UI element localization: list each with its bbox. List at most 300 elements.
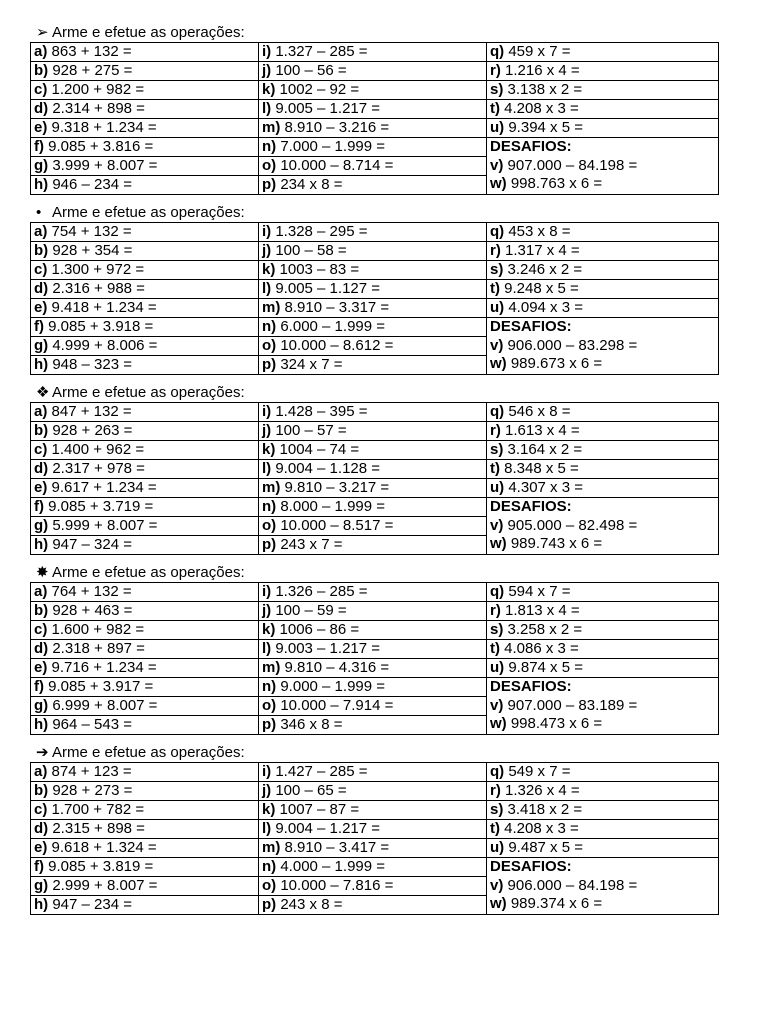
- desafios-title: DESAFIOS:: [490, 318, 572, 335]
- operation-expression: 3.138 x 2 =: [507, 81, 583, 98]
- item-letter: r): [490, 602, 501, 619]
- operation-cell: [31, 498, 259, 517]
- operation-cell: [259, 820, 487, 839]
- desafio-item: [490, 175, 718, 194]
- operation-expression: 1006 – 86 =: [279, 621, 360, 638]
- operation-expression: 4.307 x 3 =: [508, 479, 583, 496]
- operation-expression: 928 + 273 =: [52, 782, 133, 799]
- item-letter: i): [262, 403, 272, 420]
- desafios-title: DESAFIOS:: [490, 858, 572, 875]
- operation-cell: [31, 659, 259, 678]
- operation-expression: 594 x 7 =: [508, 583, 571, 600]
- bullet-icon: ➢: [36, 24, 49, 41]
- operation-cell: [259, 839, 487, 858]
- desafio-item: [490, 337, 718, 356]
- table-row: [31, 583, 719, 602]
- operations-table: [30, 42, 719, 195]
- operation-expression: 1003 – 83 =: [279, 261, 360, 278]
- desafios-cell: [487, 678, 719, 735]
- operation-cell: [487, 460, 719, 479]
- table-row: [31, 299, 719, 318]
- item-letter: m): [262, 119, 281, 136]
- item-letter: u): [490, 479, 505, 496]
- item-letter: k): [262, 801, 276, 818]
- operations-table: [30, 222, 719, 375]
- item-letter: g): [34, 337, 49, 354]
- operation-expression: 324 x 7 =: [280, 356, 343, 373]
- item-letter: q): [490, 763, 505, 780]
- operation-cell: [31, 43, 259, 62]
- item-letter: t): [490, 460, 500, 477]
- operation-cell: [487, 782, 719, 801]
- operation-cell: [31, 621, 259, 640]
- operation-cell: [259, 62, 487, 81]
- operation-expression: 1.400 + 962 =: [51, 441, 145, 458]
- operation-expression: 928 + 275 =: [52, 62, 133, 79]
- operation-expression: 5.999 + 8.007 =: [52, 517, 158, 534]
- operation-expression: 9.003 – 1.217 =: [275, 640, 381, 657]
- item-letter: g): [34, 697, 49, 714]
- operation-expression: 6.000 – 1.999 =: [280, 318, 386, 335]
- operation-cell: [259, 280, 487, 299]
- operation-expression: 2.314 + 898 =: [52, 100, 145, 117]
- operation-expression: 863 + 132 =: [51, 43, 132, 60]
- operation-cell: [259, 583, 487, 602]
- operation-cell: [31, 261, 259, 280]
- operation-cell: [259, 318, 487, 337]
- item-letter: c): [34, 621, 48, 638]
- operation-expression: 1.200 + 982 =: [51, 81, 145, 98]
- item-letter: e): [34, 479, 48, 496]
- operation-expression: 10.000 – 7.816 =: [280, 877, 394, 894]
- operation-cell: [31, 403, 259, 422]
- operation-expression: 1.326 – 285 =: [275, 583, 368, 600]
- operation-expression: 1.613 x 4 =: [505, 422, 580, 439]
- table-row: [31, 138, 719, 157]
- item-letter: k): [262, 261, 276, 278]
- operation-expression: 9.085 + 3.918 =: [48, 318, 154, 335]
- table-row: [31, 801, 719, 820]
- operation-expression: 8.910 – 3.317 =: [284, 299, 390, 316]
- operation-cell: [259, 441, 487, 460]
- operation-expression: 1.813 x 4 =: [505, 602, 580, 619]
- operation-cell: [487, 801, 719, 820]
- item-letter: i): [262, 223, 272, 240]
- item-letter: d): [34, 280, 49, 297]
- operation-cell: [259, 801, 487, 820]
- operation-expression: 8.000 – 1.999 =: [280, 498, 386, 515]
- operation-expression: 9.005 – 1.127 =: [275, 280, 381, 297]
- item-letter: b): [34, 62, 49, 79]
- item-letter: a): [34, 223, 48, 240]
- table-row: [31, 460, 719, 479]
- item-letter: j): [262, 602, 272, 619]
- item-letter: f): [34, 858, 44, 875]
- operation-expression: 928 + 263 =: [52, 422, 133, 439]
- item-letter: o): [262, 337, 277, 354]
- operation-expression: 998.473 x 6 =: [510, 715, 603, 732]
- item-letter: w): [490, 175, 507, 192]
- item-letter: q): [490, 403, 505, 420]
- item-letter: s): [490, 441, 504, 458]
- item-letter: b): [34, 422, 49, 439]
- operation-cell: [259, 100, 487, 119]
- operation-expression: 874 + 123 =: [51, 763, 132, 780]
- section-heading-text: Arme e efetue as operações:: [52, 204, 245, 221]
- item-letter: t): [490, 820, 500, 837]
- table-row: [31, 422, 719, 441]
- operation-cell: [31, 583, 259, 602]
- item-letter: t): [490, 640, 500, 657]
- operation-cell: [487, 280, 719, 299]
- operation-expression: 998.763 x 6 =: [510, 175, 603, 192]
- table-row: [31, 242, 719, 261]
- operation-expression: 453 x 8 =: [508, 223, 571, 240]
- operation-expression: 946 – 234 =: [52, 176, 133, 193]
- operation-cell: [259, 138, 487, 157]
- item-letter: v): [490, 336, 504, 354]
- item-letter: q): [490, 583, 505, 600]
- operation-cell: [259, 81, 487, 100]
- item-letter: j): [262, 242, 272, 259]
- table-row: [31, 858, 719, 877]
- operation-expression: 546 x 8 =: [508, 403, 571, 420]
- desafio-item: [490, 895, 718, 914]
- item-letter: a): [34, 403, 48, 420]
- operation-cell: [487, 820, 719, 839]
- item-letter: v): [490, 876, 504, 894]
- operation-expression: 4.000 – 1.999 =: [280, 858, 386, 875]
- operation-expression: 9.618 + 1.324 =: [51, 839, 157, 856]
- operations-table: [30, 582, 719, 735]
- exercise-section: [30, 204, 718, 375]
- operation-cell: [259, 536, 487, 555]
- item-letter: v): [490, 516, 504, 534]
- operation-expression: 989.673 x 6 =: [510, 355, 603, 372]
- operation-cell: [31, 536, 259, 555]
- desafios-cell: [487, 858, 719, 915]
- desafio-item: [490, 697, 718, 716]
- operation-expression: 1.428 – 395 =: [275, 403, 368, 420]
- table-row: [31, 43, 719, 62]
- item-letter: e): [34, 119, 48, 136]
- item-letter: l): [262, 100, 272, 117]
- table-row: [31, 640, 719, 659]
- item-letter: b): [34, 782, 49, 799]
- operation-expression: 9.248 x 5 =: [504, 280, 579, 297]
- item-letter: e): [34, 299, 48, 316]
- operation-cell: [31, 176, 259, 195]
- operation-cell: [487, 261, 719, 280]
- operation-expression: 907.000 – 84.198 =: [507, 156, 638, 174]
- operation-cell: [259, 261, 487, 280]
- item-letter: k): [262, 441, 276, 458]
- table-row: [31, 403, 719, 422]
- operation-cell: [31, 356, 259, 375]
- item-letter: s): [490, 81, 504, 98]
- operation-cell: [259, 176, 487, 195]
- operation-cell: [259, 858, 487, 877]
- item-letter: f): [34, 678, 44, 695]
- operation-expression: 2.317 + 978 =: [52, 460, 145, 477]
- operation-cell: [31, 479, 259, 498]
- operation-expression: 243 x 7 =: [280, 536, 343, 553]
- desafio-item: [490, 355, 718, 374]
- item-letter: u): [490, 839, 505, 856]
- operation-cell: [31, 763, 259, 782]
- item-letter: w): [490, 355, 507, 372]
- operation-expression: 243 x 8 =: [280, 896, 343, 913]
- operation-cell: [487, 621, 719, 640]
- operation-expression: 3.418 x 2 =: [507, 801, 583, 818]
- item-letter: q): [490, 223, 505, 240]
- item-letter: s): [490, 801, 504, 818]
- desafios-cell: [487, 138, 719, 195]
- table-row: [31, 318, 719, 337]
- operation-cell: [31, 716, 259, 735]
- operation-cell: [259, 242, 487, 261]
- operation-cell: [487, 100, 719, 119]
- section-heading: [30, 384, 718, 402]
- operation-cell: [31, 119, 259, 138]
- operation-expression: 907.000 – 83.189 =: [507, 696, 638, 714]
- operation-expression: 9.487 x 5 =: [508, 839, 583, 856]
- item-letter: j): [262, 62, 272, 79]
- item-letter: b): [34, 242, 49, 259]
- operation-expression: 9.004 – 1.217 =: [275, 820, 381, 837]
- operation-expression: 1.328 – 295 =: [275, 223, 368, 240]
- operation-expression: 1004 – 74 =: [279, 441, 360, 458]
- item-letter: o): [262, 157, 277, 174]
- operation-cell: [259, 356, 487, 375]
- item-letter: f): [34, 498, 44, 515]
- item-letter: d): [34, 460, 49, 477]
- operation-cell: [31, 640, 259, 659]
- operation-expression: 100 – 65 =: [275, 782, 347, 799]
- operation-expression: 4.999 + 8.006 =: [52, 337, 158, 354]
- operation-expression: 10.000 – 8.612 =: [280, 337, 394, 354]
- item-letter: n): [262, 858, 277, 875]
- item-letter: r): [490, 242, 501, 259]
- item-letter: f): [34, 138, 44, 155]
- operation-cell: [31, 801, 259, 820]
- operation-expression: 9.394 x 5 =: [508, 119, 583, 136]
- item-letter: h): [34, 716, 49, 733]
- item-letter: n): [262, 678, 277, 695]
- operation-expression: 9.085 + 3.816 =: [48, 138, 154, 155]
- operation-expression: 234 x 8 =: [280, 176, 343, 193]
- item-letter: k): [262, 621, 276, 638]
- operation-cell: [31, 62, 259, 81]
- item-letter: w): [490, 715, 507, 732]
- operation-cell: [259, 659, 487, 678]
- item-letter: t): [490, 100, 500, 117]
- operation-cell: [31, 299, 259, 318]
- operation-expression: 9.716 + 1.234 =: [51, 659, 157, 676]
- item-letter: b): [34, 602, 49, 619]
- operation-cell: [259, 460, 487, 479]
- item-letter: c): [34, 801, 48, 818]
- item-letter: l): [262, 820, 272, 837]
- item-letter: i): [262, 43, 272, 60]
- operation-cell: [487, 583, 719, 602]
- operations-table: [30, 402, 719, 555]
- item-letter: u): [490, 659, 505, 676]
- desafios-title: DESAFIOS:: [490, 498, 572, 515]
- operation-expression: 4.208 x 3 =: [504, 820, 579, 837]
- section-heading-text: Arme e efetue as operações:: [52, 564, 245, 581]
- table-row: [31, 782, 719, 801]
- operation-expression: 928 + 463 =: [52, 602, 133, 619]
- table-row: [31, 820, 719, 839]
- item-letter: w): [490, 535, 507, 552]
- item-letter: h): [34, 176, 49, 193]
- table-row: [31, 602, 719, 621]
- bullet-icon: ✸: [36, 564, 49, 581]
- desafios-cell: [487, 318, 719, 375]
- operation-cell: [259, 877, 487, 896]
- operation-cell: [487, 81, 719, 100]
- operation-expression: 847 + 132 =: [51, 403, 132, 420]
- operation-cell: [487, 62, 719, 81]
- operation-expression: 100 – 59 =: [275, 602, 347, 619]
- section-heading: [30, 204, 718, 222]
- item-letter: n): [262, 498, 277, 515]
- table-row: [31, 441, 719, 460]
- operation-expression: 10.000 – 7.914 =: [280, 697, 394, 714]
- item-letter: m): [262, 659, 281, 676]
- operation-cell: [31, 820, 259, 839]
- operation-cell: [259, 498, 487, 517]
- item-letter: h): [34, 356, 49, 373]
- operation-cell: [487, 403, 719, 422]
- operation-expression: 2.999 + 8.007 =: [52, 877, 158, 894]
- item-letter: n): [262, 318, 277, 335]
- operation-cell: [487, 602, 719, 621]
- bullet-icon: ❖: [36, 384, 50, 401]
- item-letter: j): [262, 782, 272, 799]
- operation-cell: [487, 43, 719, 62]
- operation-cell: [31, 81, 259, 100]
- operation-expression: 1.326 x 4 =: [505, 782, 580, 799]
- operations-table: [30, 762, 719, 915]
- table-row: [31, 479, 719, 498]
- operation-expression: 2.315 + 898 =: [52, 820, 145, 837]
- operation-cell: [259, 299, 487, 318]
- item-letter: s): [490, 261, 504, 278]
- operation-cell: [31, 422, 259, 441]
- operation-cell: [31, 858, 259, 877]
- item-letter: o): [262, 877, 277, 894]
- operation-cell: [487, 640, 719, 659]
- item-letter: m): [262, 299, 281, 316]
- operation-cell: [259, 678, 487, 697]
- table-row: [31, 261, 719, 280]
- operation-expression: 9.005 – 1.217 =: [275, 100, 381, 117]
- operation-expression: 1007 – 87 =: [279, 801, 360, 818]
- operation-cell: [259, 602, 487, 621]
- table-row: [31, 100, 719, 119]
- item-letter: c): [34, 441, 48, 458]
- operation-cell: [31, 337, 259, 356]
- operation-expression: 100 – 57 =: [275, 422, 347, 439]
- operation-cell: [31, 517, 259, 536]
- bullet-icon: ➔: [36, 744, 49, 761]
- operation-cell: [259, 337, 487, 356]
- operation-expression: 9.000 – 1.999 =: [280, 678, 386, 695]
- operation-expression: 6.999 + 8.007 =: [52, 697, 158, 714]
- operation-expression: 9.418 + 1.234 =: [51, 299, 157, 316]
- operation-expression: 1.700 + 782 =: [51, 801, 145, 818]
- item-letter: l): [262, 460, 272, 477]
- item-letter: v): [490, 696, 504, 714]
- item-letter: d): [34, 820, 49, 837]
- operation-expression: 8.348 x 5 =: [504, 460, 579, 477]
- operation-expression: 8.910 – 3.216 =: [284, 119, 390, 136]
- table-row: [31, 223, 719, 242]
- operation-expression: 459 x 7 =: [508, 43, 571, 60]
- table-row: [31, 659, 719, 678]
- exercise-section: [30, 564, 718, 735]
- item-letter: p): [262, 896, 277, 913]
- operation-expression: 2.318 + 897 =: [52, 640, 145, 657]
- operation-cell: [31, 280, 259, 299]
- desafios-cell: [487, 498, 719, 555]
- item-letter: i): [262, 583, 272, 600]
- item-letter: h): [34, 896, 49, 913]
- desafios-title: DESAFIOS:: [490, 678, 572, 695]
- operation-cell: [31, 697, 259, 716]
- operation-cell: [487, 299, 719, 318]
- operation-expression: 8.910 – 3.417 =: [284, 839, 390, 856]
- item-letter: c): [34, 261, 48, 278]
- table-row: [31, 280, 719, 299]
- operation-expression: 10.000 – 8.714 =: [280, 157, 394, 174]
- operation-expression: 928 + 354 =: [52, 242, 133, 259]
- operation-expression: 3.258 x 2 =: [507, 621, 583, 638]
- operation-expression: 906.000 – 84.198 =: [507, 876, 638, 894]
- item-letter: i): [262, 763, 272, 780]
- operation-cell: [487, 839, 719, 858]
- operation-expression: 1.600 + 982 =: [51, 621, 145, 638]
- item-letter: s): [490, 621, 504, 638]
- desafio-item: [490, 535, 718, 554]
- operation-expression: 947 – 234 =: [52, 896, 133, 913]
- operation-cell: [259, 896, 487, 915]
- item-letter: r): [490, 422, 501, 439]
- item-letter: p): [262, 356, 277, 373]
- operation-cell: [259, 621, 487, 640]
- operation-cell: [31, 782, 259, 801]
- item-letter: o): [262, 697, 277, 714]
- item-letter: g): [34, 877, 49, 894]
- item-letter: m): [262, 479, 281, 496]
- table-row: [31, 839, 719, 858]
- item-letter: l): [262, 280, 272, 297]
- operation-expression: 7.000 – 1.999 =: [280, 138, 386, 155]
- desafio-item: [490, 877, 718, 896]
- item-letter: r): [490, 782, 501, 799]
- item-letter: g): [34, 517, 49, 534]
- operation-expression: 989.743 x 6 =: [510, 535, 603, 552]
- operation-cell: [259, 517, 487, 536]
- item-letter: k): [262, 81, 276, 98]
- operation-cell: [259, 763, 487, 782]
- operation-cell: [31, 678, 259, 697]
- operation-cell: [259, 43, 487, 62]
- operation-cell: [259, 422, 487, 441]
- operation-expression: 2.316 + 988 =: [52, 280, 145, 297]
